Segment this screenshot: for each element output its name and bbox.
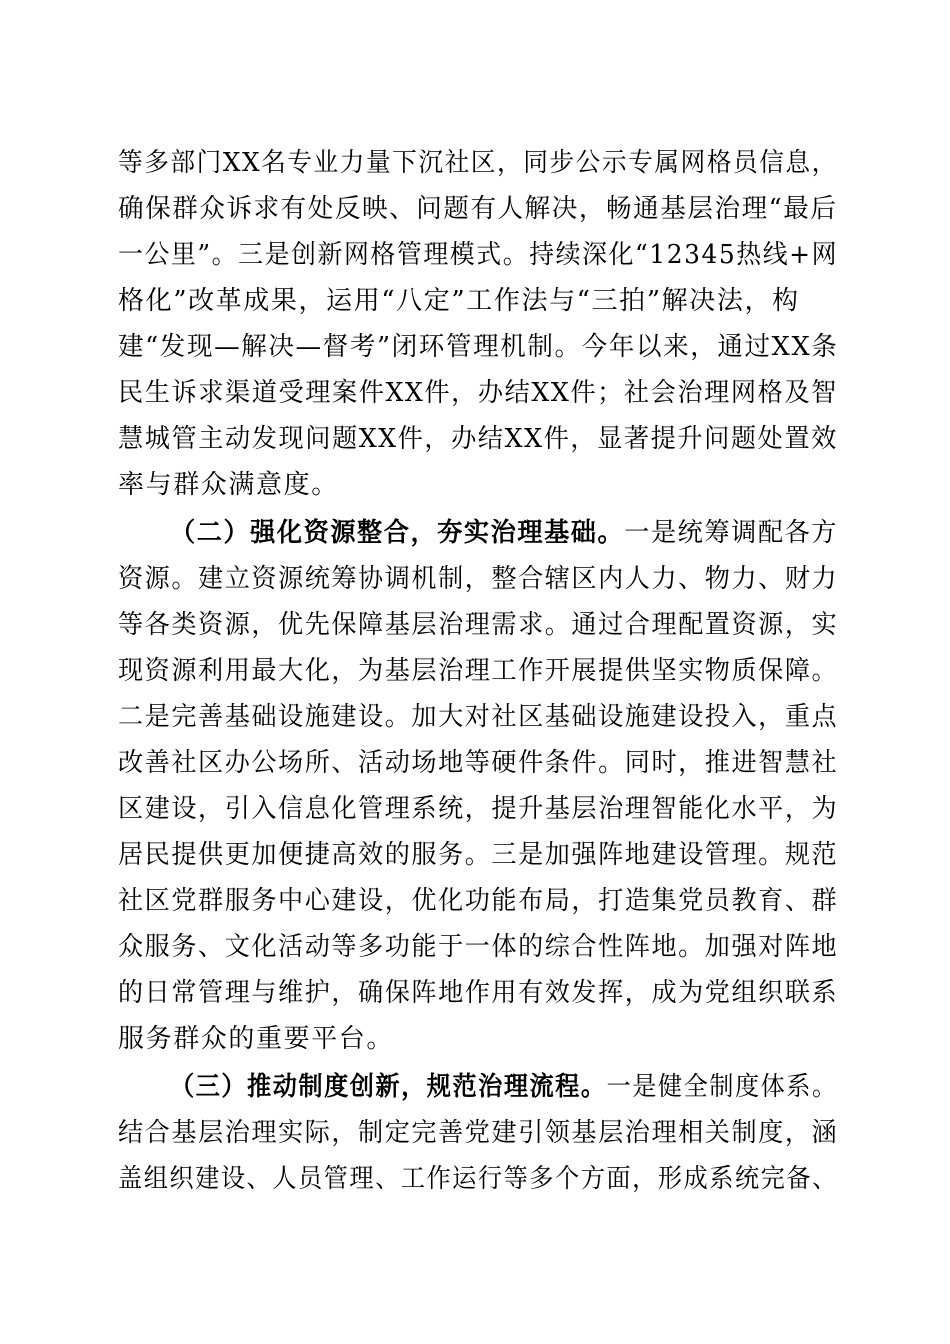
paragraph-3-first-line — [170, 1072, 838, 1102]
paragraph-1-line-7: 慧城管主动发现问题XX件，办结XX件，显著提升问题处置效 — [118, 424, 838, 454]
paragraph-1-line-8: 率与群众满意度。 — [118, 470, 339, 500]
paragraph-2-line-4: 现资源利用最大化，为基层治理工作开展提供坚实物质保障。 — [118, 656, 839, 686]
paragraph-1-line-4: 格化”改革成果，运用“八定”工作法与“三拍”解决法，构 — [118, 286, 800, 316]
paragraph-2-heading: （二）强化资源整合，夯实治理基础。 — [170, 518, 625, 548]
paragraph-3-first-line-rest: 一是健全制度体系。 — [606, 1072, 838, 1102]
paragraph-2-line-11: 的日常管理与维护，确保阵地作用有效发挥，成为党组织联系 — [118, 978, 839, 1008]
paragraph-1-line-5: 建“发现—解决—督考”闭环管理机制。今年以来，通过XX条 — [118, 332, 839, 362]
paragraph-2-line-9: 社区党群服务中心建设，优化功能布局，打造集党员教育、群 — [118, 886, 839, 916]
paragraph-2-line-12: 服务群众的重要平台。 — [118, 1024, 395, 1054]
paragraph-1-line-3: 一公里”。三是创新网格管理模式。持续深化“12345热线+网 — [118, 240, 839, 270]
paragraph-2-first-line — [170, 518, 839, 548]
paragraph-1-line-1: 等多部门XX名专业力量下沉社区，同步公示专属网格员信息， — [118, 148, 838, 178]
paragraph-3-line-2: 结合基层治理实际，制定完善党建引领基层治理相关制度，涵 — [118, 1118, 839, 1148]
paragraph-3-line-3: 盖组织建设、人员管理、工作运行等多个方面，形成系统完备、 — [118, 1164, 838, 1194]
paragraph-2-line-3: 等各类资源，优先保障基层治理需求。通过合理配置资源，实 — [118, 610, 839, 640]
paragraph-2-first-line-rest: 一是统筹调配各方 — [624, 518, 839, 548]
paragraph-2-line-8: 居民提供更加便捷高效的服务。三是加强阵地建设管理。规范 — [118, 840, 839, 870]
paragraph-1-line-2: 确保群众诉求有处反映、问题有人解决，畅通基层治理“最后 — [118, 194, 838, 224]
paragraph-2-line-10: 众服务、文化活动等多功能于一体的综合性阵地。加强对阵地 — [118, 932, 839, 962]
paragraph-2-line-2: 资源。建立资源统筹协调机制，整合辖区内人力、物力、财力 — [118, 564, 839, 594]
paragraph-2-line-5: 二是完善基础设施建设。加大对社区基础设施建设投入，重点 — [118, 702, 839, 732]
paragraph-2-line-6: 改善社区办公场所、活动场地等硬件条件。同时，推进智慧社 — [118, 748, 839, 778]
paragraph-2-line-7: 区建设，引入信息化管理系统，提升基层治理智能化水平，为 — [118, 794, 839, 824]
paragraph-1-line-6: 民生诉求渠道受理案件XX件，办结XX件；社会治理网格及智 — [118, 378, 838, 408]
paragraph-3-heading: （三）推动制度创新，规范治理流程。 — [170, 1072, 607, 1102]
